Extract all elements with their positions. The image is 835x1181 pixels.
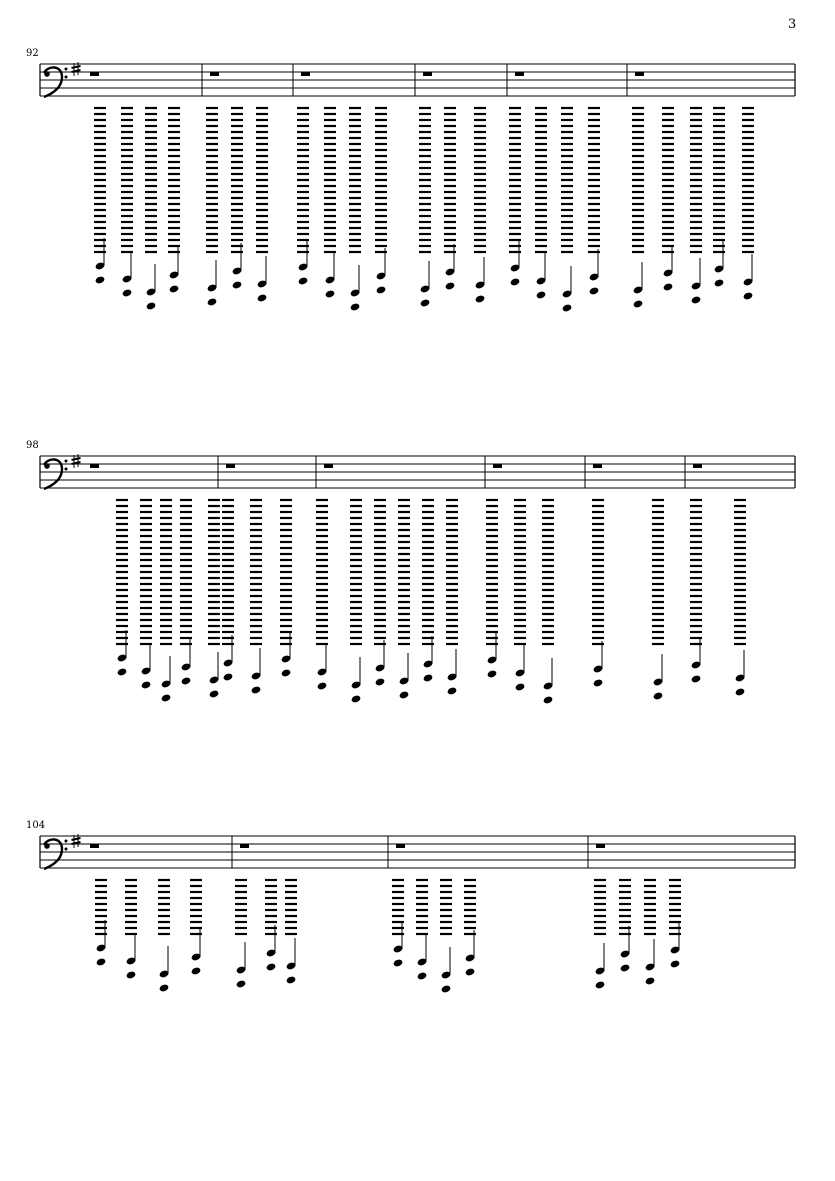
ledger-column (446, 500, 458, 696)
notehead (562, 303, 573, 312)
ledger-column (594, 880, 606, 990)
ledger-column (206, 108, 218, 307)
notehead (257, 293, 268, 302)
ledger-column (742, 108, 754, 301)
notehead (351, 694, 362, 703)
notehead (620, 963, 631, 972)
ledger-column (160, 500, 172, 703)
notehead (95, 275, 106, 284)
notehead (325, 289, 336, 298)
ledger-column (422, 500, 434, 683)
notehead (117, 667, 128, 676)
ledger-column (350, 500, 362, 704)
notehead (376, 285, 387, 294)
notehead (126, 970, 137, 979)
notehead (445, 281, 456, 290)
whole-rest (240, 844, 249, 848)
whole-rest (301, 72, 310, 76)
whole-rest (210, 72, 219, 76)
notehead (515, 682, 526, 691)
notehead (141, 680, 152, 689)
ledger-column (690, 500, 702, 684)
ledger-column (125, 880, 137, 980)
notehead (209, 689, 220, 698)
notehead (670, 959, 681, 968)
ledger-column (652, 500, 664, 701)
ledger-column (734, 500, 746, 697)
system-3 (26, 820, 795, 994)
notehead (169, 284, 180, 293)
notehead (743, 291, 754, 300)
whole-rest (693, 464, 702, 468)
measure-number: 98 (26, 440, 39, 451)
ledger-column (168, 108, 180, 294)
ledger-column (158, 880, 170, 993)
whole-rest (226, 464, 235, 468)
notehead (399, 690, 410, 699)
notehead (691, 674, 702, 683)
notehead (161, 693, 172, 702)
ledger-column (190, 880, 202, 976)
whole-rest (515, 72, 524, 76)
ledger-column (644, 880, 656, 986)
notehead (207, 297, 218, 306)
notehead (420, 298, 431, 307)
measure-number: 92 (26, 48, 39, 59)
notehead (465, 967, 476, 976)
ledger-column (592, 500, 604, 688)
whole-rest (596, 844, 605, 848)
notehead (417, 971, 428, 980)
ledger-column (486, 500, 498, 679)
whole-rest (493, 464, 502, 468)
ledger-column (375, 108, 387, 295)
ledger-column (208, 500, 220, 699)
ledger-column (619, 880, 631, 973)
ledger-column (297, 108, 309, 286)
notehead (510, 277, 521, 286)
notehead (423, 673, 434, 682)
ledger-column (140, 500, 152, 690)
ledger-column (662, 108, 674, 292)
ledger-column (235, 880, 247, 989)
ledger-column (440, 880, 452, 994)
ledger-column (514, 500, 526, 692)
notehead (487, 669, 498, 678)
notehead (447, 686, 458, 695)
notehead (441, 984, 452, 993)
ledger-column (231, 108, 243, 290)
notehead (663, 282, 674, 291)
notehead (593, 678, 604, 687)
ledger-column (419, 108, 431, 308)
notehead (298, 276, 309, 285)
ledger-column (349, 108, 361, 312)
notehead (543, 695, 554, 704)
notehead (96, 957, 107, 966)
ledger-column (535, 108, 547, 300)
whole-rest (90, 72, 99, 76)
ledger-column (509, 108, 521, 287)
whole-rest (324, 464, 333, 468)
ledger-column (145, 108, 157, 311)
notehead (645, 976, 656, 985)
system-2 (26, 440, 795, 705)
ledger-column (94, 108, 106, 285)
notehead (266, 962, 277, 971)
notehead (714, 278, 725, 287)
whole-rest (396, 844, 405, 848)
ledger-column (265, 880, 277, 972)
ledger-column (669, 880, 681, 969)
notehead (393, 958, 404, 967)
notehead (181, 676, 192, 685)
whole-rest (90, 844, 99, 848)
ledger-column (588, 108, 600, 296)
notehead (317, 681, 328, 690)
notehead (251, 685, 262, 694)
whole-rest (635, 72, 644, 76)
notehead (595, 980, 606, 989)
ledger-column (256, 108, 268, 303)
whole-rest (90, 464, 99, 468)
ledger-column (324, 108, 336, 299)
notehead (536, 290, 547, 299)
notehead (475, 294, 486, 303)
notehead (735, 687, 746, 696)
ledger-column (250, 500, 262, 695)
measure-number: 104 (26, 820, 46, 831)
ledger-column (464, 880, 476, 977)
ledger-column (392, 880, 404, 968)
ledger-column (690, 108, 702, 305)
notehead (122, 288, 133, 297)
notehead (633, 299, 644, 308)
ledger-column (180, 500, 192, 686)
notehead (286, 975, 297, 984)
ledger-column (316, 500, 328, 691)
system-1 (26, 48, 795, 313)
ledger-column (116, 500, 128, 677)
whole-rest (423, 72, 432, 76)
notehead (375, 677, 386, 686)
ledger-column (374, 500, 386, 687)
ledger-column (285, 880, 297, 985)
whole-rest (593, 464, 602, 468)
ledger-column (95, 880, 107, 967)
ledger-column (542, 500, 554, 705)
notehead (350, 302, 361, 311)
ledger-column (222, 500, 234, 682)
ledger-column (713, 108, 725, 288)
ledger-column (416, 880, 428, 981)
ledger-column (474, 108, 486, 304)
notehead (223, 672, 234, 681)
ledger-column (561, 108, 573, 313)
ledger-column (632, 108, 644, 309)
page-number: 3 (788, 17, 797, 32)
notehead (146, 301, 157, 310)
notehead (236, 979, 247, 988)
notehead (232, 280, 243, 289)
ledger-column (398, 500, 410, 700)
notehead (281, 668, 292, 677)
ledger-column (280, 500, 292, 678)
ledger-column (444, 108, 456, 291)
notehead (191, 966, 202, 975)
notehead (589, 286, 600, 295)
notehead (691, 295, 702, 304)
notehead (159, 983, 170, 992)
notehead (653, 691, 664, 700)
ledger-column (121, 108, 133, 298)
